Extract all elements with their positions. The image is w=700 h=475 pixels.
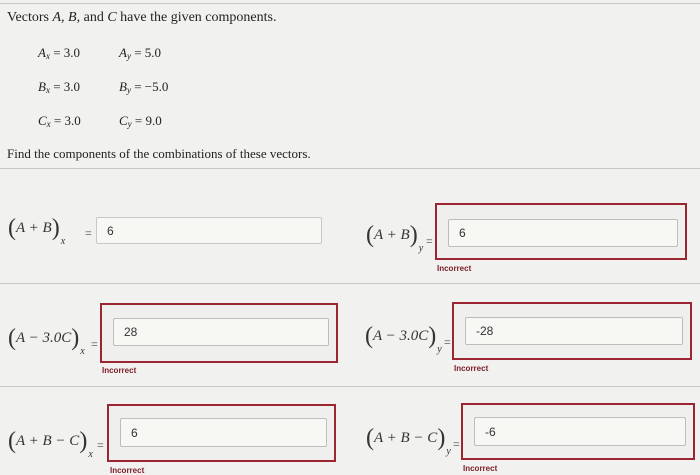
equals-sign: = [444,335,451,349]
intro-and: and [80,10,108,25]
component-ay [119,45,161,61]
divider [0,386,700,387]
equals-sign: = [97,438,104,452]
answer-field-apb-x[interactable] [96,217,322,244]
status-incorrect: Incorrect [437,264,472,273]
intro-suffix: have the given components. [116,10,277,25]
vector-expression: A − 3.0C [16,330,72,346]
expr-am3c-y: $(A - 3.0C)_y$ [365,323,442,355]
incorrect-frame-apb-y [435,203,687,260]
answer-field-apb-y[interactable] [448,219,678,247]
answer-field-am3c-y[interactable] [465,317,683,345]
component-letter: A [38,45,46,60]
component-value: = 5.0 [134,45,162,60]
incorrect-frame-apbmc-y [461,403,695,460]
component-subscript: y [126,85,131,95]
component-letter: C [119,113,128,128]
instruction-text: Find the components of the combinations of these vectors. [7,146,311,161]
component-letter: A [119,45,127,60]
equals-sign: = [91,337,98,351]
component-subscript: x [45,85,50,95]
expr-am3c-x: $(A - 3.0C)_x$ [8,325,85,357]
vector-expression: A + B [374,227,410,243]
incorrect-frame-apbmc-x [107,404,336,462]
expression-subscript: y [437,344,442,355]
answer-input[interactable] [121,419,326,446]
component-letter: B [38,79,46,94]
answer-input[interactable] [475,418,685,445]
incorrect-frame-am3c-x [100,303,338,363]
component-subscript: x [46,119,51,129]
expression-subscript: y [418,243,424,254]
expr-apbmc-y: $(A + B - C)_y$ [366,425,451,457]
component-by [119,79,168,95]
component-value: = 3.0 [53,113,81,128]
divider [0,3,700,4]
component-value: = 9.0 [134,113,162,128]
expr-apbmc-x: $(A + B - C)_x$ [8,428,93,460]
intro-vars: A, B, [52,10,81,25]
equals-sign: = [426,234,433,248]
intro-c: C [107,10,117,25]
component-value: = 3.0 [53,79,81,94]
answer-field-apbmc-x[interactable] [120,418,327,447]
component-cy [119,113,162,129]
status-incorrect: Incorrect [102,366,137,375]
component-letter: B [119,79,127,94]
component-cx [38,113,81,129]
divider [0,168,700,169]
answer-input[interactable] [97,218,321,243]
component-subscript: y [126,51,131,61]
equals-sign: = [453,437,460,451]
status-incorrect: Incorrect [110,466,145,475]
equals-sign: = [85,226,92,240]
expr-apb-x: $(A + B)_x$ [8,215,66,247]
intro-prefix: Vectors [7,10,53,25]
status-incorrect: Incorrect [463,464,498,473]
vector-expression: A + B − C [374,430,438,446]
answer-input[interactable] [449,220,677,246]
component-value: = −5.0 [134,79,169,94]
vector-expression: A − 3.0C [373,328,429,344]
incorrect-frame-am3c-y [452,302,692,360]
vector-expression: A + B − C [16,433,80,449]
component-value: = 3.0 [53,45,81,60]
expr-apb-y: $(A + B)_y$ [366,222,424,254]
expression-subscript: x [80,346,85,357]
answer-input[interactable] [466,318,682,344]
answer-input[interactable] [114,319,328,345]
expression-subscript: y [446,446,451,457]
divider [0,283,700,284]
component-subscript: x [45,51,50,61]
answer-field-am3c-x[interactable] [113,318,329,346]
component-letter: C [38,113,47,128]
intro-text [7,10,276,26]
status-incorrect: Incorrect [454,364,489,373]
component-bx [38,79,80,95]
expression-subscript: x [60,236,66,247]
vector-expression: A + B [16,220,52,236]
component-ax [38,45,80,61]
answer-field-apbmc-y[interactable] [474,417,686,446]
component-subscript: y [127,119,132,129]
expression-subscript: x [88,449,93,460]
